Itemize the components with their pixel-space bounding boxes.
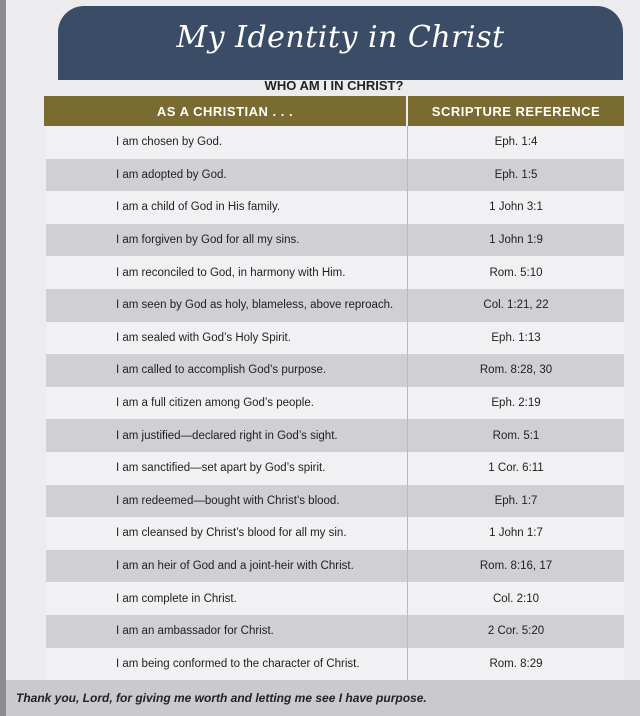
table-row [46, 452, 624, 485]
scripture-reference: Rom. 5:10 [489, 266, 543, 279]
table-row [46, 387, 624, 420]
column-header-reference: SCRIPTURE REFERENCE [431, 103, 601, 119]
identity-statement: I am reconciled to God, in harmony with Him. [46, 256, 408, 289]
book-page [6, 0, 640, 716]
table-row [46, 648, 624, 681]
table-row [46, 517, 624, 550]
identity-statement: I am forgiven by God for all my sins. [46, 224, 408, 257]
table-row [46, 289, 624, 322]
identity-statement: I am being conformed to the character of Christ. [46, 648, 408, 681]
table-subtitle: WHO AM I IN CHRIST? [264, 78, 404, 93]
table-row [46, 582, 624, 615]
scripture-reference: Col. 2:10 [492, 592, 540, 605]
scripture-reference: Eph. 1:5 [494, 168, 538, 181]
scripture-reference: Eph. 2:19 [491, 397, 541, 410]
table-row [46, 191, 624, 224]
table-row [46, 485, 624, 518]
table-row [46, 322, 624, 355]
scripture-reference: 1 John 1:9 [489, 234, 543, 247]
page-title: My Identity in Christ [176, 20, 505, 55]
scripture-reference: 1 John 1:7 [489, 527, 543, 540]
identity-statement: I am adopted by God. [46, 159, 408, 192]
identity-statement: I am a child of God in His family. [46, 191, 408, 224]
identity-statement: I am justified—declared right in God’s sight. [46, 419, 408, 452]
scripture-reference: Eph. 1:7 [494, 494, 538, 507]
table-row [46, 256, 624, 289]
scripture-reference: Rom. 5:1 [492, 429, 540, 442]
table-header [44, 96, 624, 126]
scripture-reference: 2 Cor. 5:20 [487, 625, 545, 638]
table-row [46, 419, 624, 452]
identity-statement: I am an ambassador for Christ. [46, 615, 408, 648]
identity-statement: I am sanctified—set apart by God’s spirit. [46, 452, 408, 485]
identity-statement: I am sealed with God’s Holy Spirit. [46, 322, 408, 355]
scripture-reference: 1 John 3:1 [489, 201, 543, 214]
identity-statement: I am redeemed—bought with Christ’s blood. [46, 485, 408, 518]
table-row [46, 126, 624, 159]
scripture-reference: Eph. 1:4 [494, 136, 538, 149]
scripture-reference: Rom. 8:28, 30 [479, 364, 553, 377]
column-header-statement: AS A CHRISTIAN . . . [44, 96, 408, 126]
identity-statement: I am seen by God as holy, blameless, above reproach. [46, 289, 408, 322]
identity-statement: I am cleansed by Christ’s blood for all my sin. [46, 517, 408, 550]
identity-statement: I am called to accomplish God’s purpose. [46, 354, 408, 387]
identity-statement: I am chosen by God. [46, 126, 408, 159]
identity-statement: I am an heir of God and a joint-heir with Christ. [46, 550, 408, 583]
table-row [46, 354, 624, 387]
identity-statement: I am complete in Christ. [46, 582, 408, 615]
closing-prayer: Thank you, Lord, for giving me worth and letting me see I have purpose. [6, 680, 640, 716]
table-row [46, 224, 624, 257]
scripture-reference: 1 Cor. 6:11 [488, 462, 544, 475]
scripture-reference: Rom. 8:16, 17 [479, 560, 553, 573]
table-row [46, 550, 624, 583]
title-banner [58, 6, 623, 80]
table-body [46, 126, 624, 680]
scripture-reference: Rom. 8:29 [489, 657, 543, 670]
scripture-reference: Eph. 1:13 [491, 331, 541, 344]
scripture-reference: Col. 1:21, 22 [483, 299, 549, 312]
table-row [46, 615, 624, 648]
identity-statement: I am a full citizen among God’s people. [46, 387, 408, 420]
table-row [46, 159, 624, 192]
